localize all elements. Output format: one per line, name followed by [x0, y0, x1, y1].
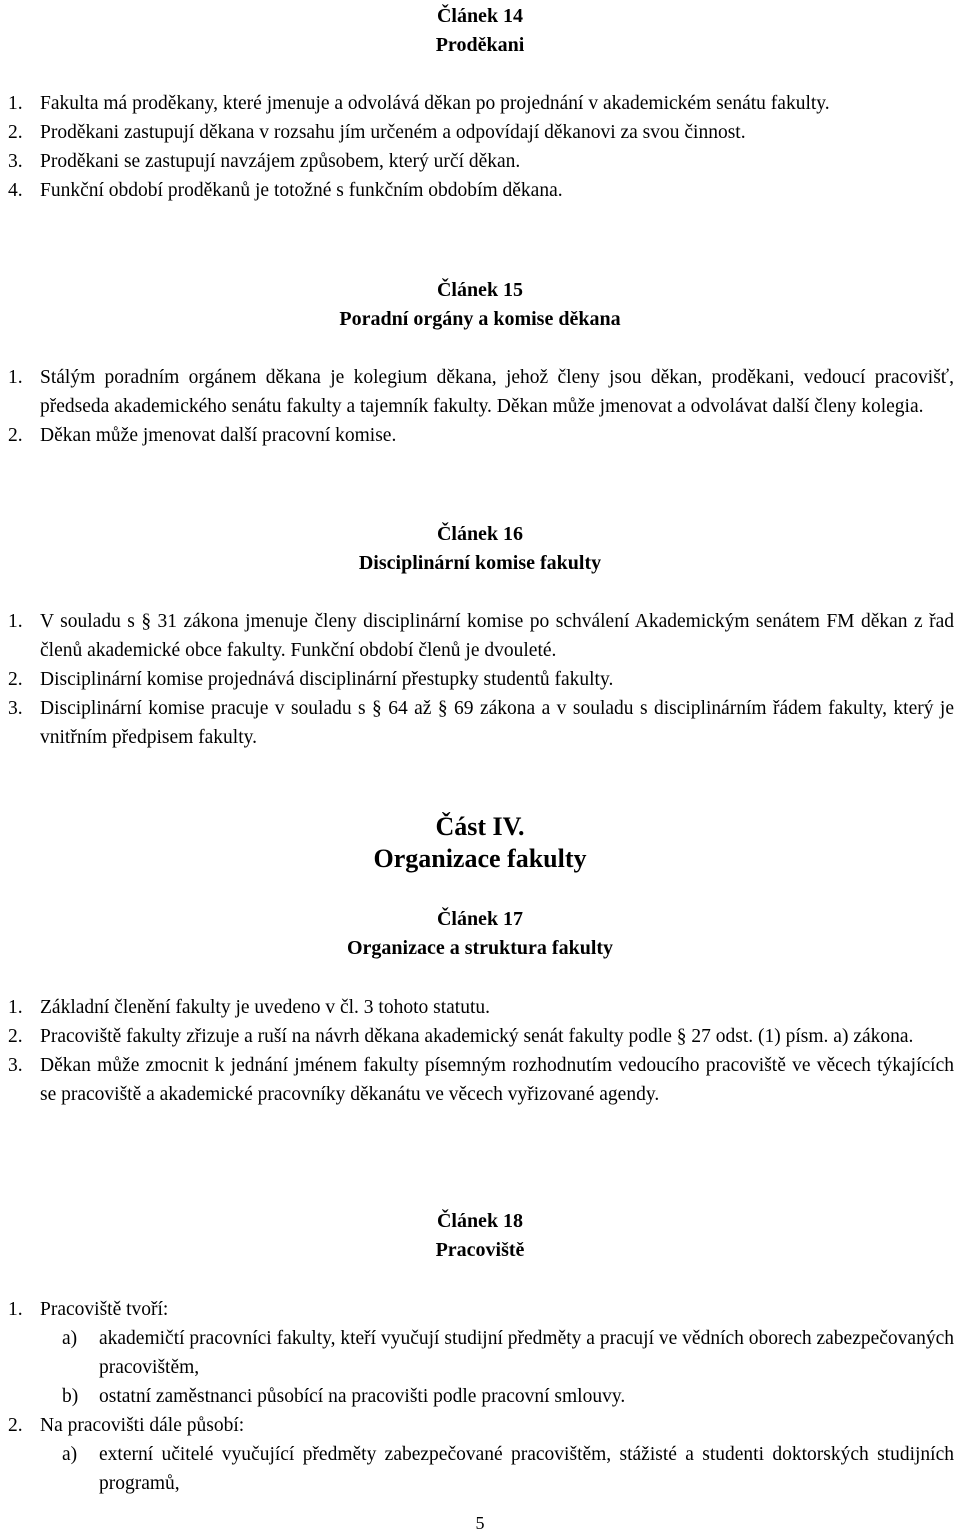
item-text: Disciplinární komise projednává disciplinární přestupky studentů fakulty. — [40, 669, 614, 690]
list-item — [0, 147, 960, 176]
item-text: Stálým poradním orgánem děkana je kolegium děkana, jehož členy jsou děkan, proděkani, vedoucí pracovišť, předseda akademického senátu fakulty a tajemník fakulty. Děkan může jmenovat a odvolávat další členy kolegia. — [40, 367, 954, 417]
item-text: Pracoviště fakulty zřizuje a ruší na návrh děkana akademický senát fakulty podle § 27 odst. (1) písm. a) zákona. — [40, 1026, 914, 1047]
item-number: 1. — [8, 367, 23, 388]
list-item — [0, 694, 960, 752]
part-iv — [0, 811, 960, 875]
item-text: Na pracovišti dále působí: — [40, 1415, 245, 1436]
article-title: Článek 17 — [436, 908, 524, 930]
article-15 — [0, 276, 960, 334]
item-number: 1. — [8, 997, 23, 1018]
article-18-items — [0, 1295, 960, 1498]
page-number: 5 — [475, 1513, 485, 1533]
sub-item-text: akademičtí pracovníci fakulty, kteří vyučují studijní předměty a pracují ve vědních oborech zabezpečovaných pracovištěm, — [99, 1328, 954, 1378]
item-number: 4. — [8, 180, 23, 201]
article-17 — [0, 905, 960, 963]
article-title: Článek 16 — [436, 523, 524, 545]
item-number: 3. — [8, 151, 23, 172]
list-item — [0, 89, 960, 118]
article-title: Článek 15 — [436, 279, 524, 301]
list-item — [0, 1051, 960, 1109]
article-subtitle: Disciplinární komise fakulty — [358, 552, 602, 574]
item-text: Fakulta má proděkany, které jmenuje a odvolává děkan po projednání v akademickém senátu fakulty. — [40, 93, 830, 114]
item-number: 2. — [8, 669, 23, 690]
item-text: Základní členění fakulty je uvedeno v čl. 3 tohoto statutu. — [40, 997, 491, 1018]
article-16-items — [0, 607, 960, 752]
article-subtitle: Pracoviště — [435, 1239, 525, 1261]
list-item — [0, 176, 960, 205]
article-subtitle: Organizace a struktura fakulty — [346, 937, 614, 959]
item-text: Pracoviště tvoří: — [40, 1299, 169, 1320]
sub-item — [0, 1440, 960, 1498]
item-text: Disciplinární komise pracuje v souladu s § 64 až § 69 zákona a v souladu s disciplinárním řádem fakulty, který je vnitřním předpisem fakulty. — [40, 698, 954, 748]
list-item — [0, 993, 960, 1022]
item-text: Proděkani zastupují děkana v rozsahu jím určeném a odpovídají děkanovi za svou činnost. — [40, 122, 746, 143]
article-18 — [0, 1207, 960, 1265]
sub-item-letter: a) — [62, 1444, 78, 1465]
item-number: 3. — [8, 1055, 23, 1076]
item-text: Děkan může zmocnit k jednání jménem fakulty písemným rozhodnutím vedoucího pracoviště ve věcech týkajících se pracoviště a akademické pracovníky děkanátu ve věcech vyřizované agendy. — [40, 1055, 954, 1105]
item-text: Děkan může jmenovat další pracovní komise. — [40, 425, 397, 446]
list-item — [0, 421, 960, 450]
article-15-items — [0, 363, 960, 450]
article-14 — [0, 2, 960, 60]
sub-item-letter: b) — [62, 1386, 79, 1407]
item-number: 2. — [8, 1026, 23, 1047]
list-item — [0, 1411, 960, 1440]
item-number: 3. — [8, 698, 23, 719]
sub-item-text: externí učitelé vyučující předměty zabezpečované pracovištěm, stážisté a studenti doktorských studijních programů, — [99, 1444, 954, 1494]
item-text: Funkční období proděkanů je totožné s funkčním obdobím děkana. — [40, 180, 563, 201]
list-item — [0, 1022, 960, 1051]
item-number: 2. — [8, 425, 23, 446]
article-17-items — [0, 993, 960, 1109]
part-subtitle: Organizace fakulty — [373, 844, 587, 873]
list-item — [0, 607, 960, 665]
item-number: 1. — [8, 93, 23, 114]
sub-item — [0, 1382, 960, 1411]
article-subtitle: Poradní orgány a komise děkana — [339, 308, 621, 330]
list-item — [0, 118, 960, 147]
item-number: 1. — [8, 1299, 23, 1320]
article-14-items — [0, 89, 960, 205]
article-title: Článek 18 — [436, 1210, 524, 1232]
list-item — [0, 665, 960, 694]
article-16 — [0, 520, 960, 578]
item-text: V souladu s § 31 zákona jmenuje členy disciplinární komise po schválení Akademickým senátem FM děkan z řad členů akademické obce fakulty. Funkční období členů je dvouleté. — [40, 611, 954, 661]
item-number: 2. — [8, 122, 23, 143]
list-item — [0, 1295, 960, 1324]
sub-item-letter: a) — [62, 1328, 78, 1349]
sub-item-text: ostatní zaměstnanci působící na pracovišti podle pracovní smlouvy. — [99, 1386, 626, 1407]
sub-item — [0, 1324, 960, 1382]
list-item — [0, 363, 960, 421]
part-title: Část IV. — [435, 812, 525, 841]
item-text: Proděkani se zastupují navzájem způsobem, který určí děkan. — [40, 151, 521, 172]
item-number: 2. — [8, 1415, 23, 1436]
article-subtitle: Proděkani — [435, 34, 525, 56]
article-title: Článek 14 — [436, 5, 524, 27]
item-number: 1. — [8, 611, 23, 632]
